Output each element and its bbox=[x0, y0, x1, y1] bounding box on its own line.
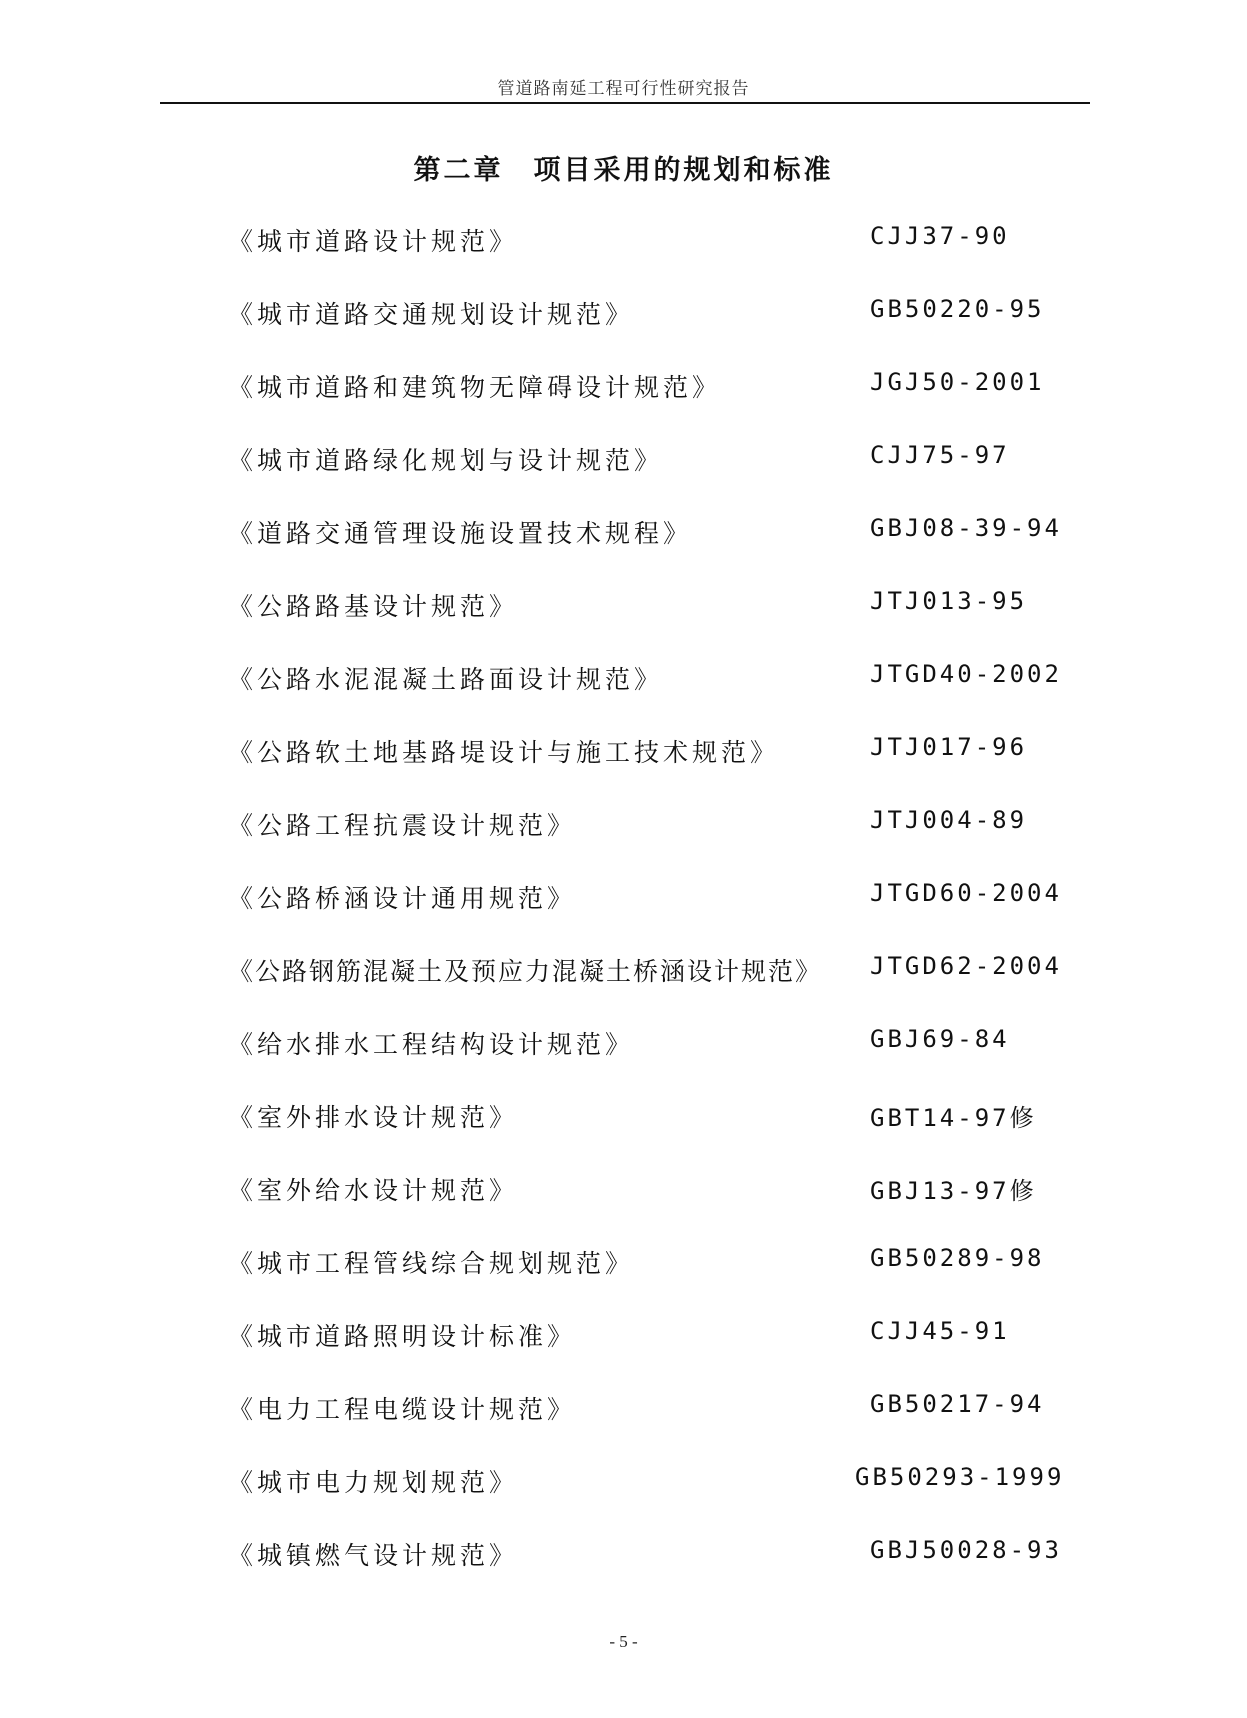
standard-code: JGJ50-2001 bbox=[870, 368, 1045, 396]
standard-row bbox=[228, 1171, 1048, 1211]
standard-code: JTJ004-89 bbox=[870, 806, 1028, 834]
standard-row bbox=[228, 733, 1048, 773]
standard-row bbox=[228, 1463, 1065, 1503]
standard-code: JTJ017-96 bbox=[870, 733, 1028, 761]
standard-code: JTGD40-2002 bbox=[870, 660, 1062, 688]
standard-row bbox=[228, 1536, 1062, 1576]
standard-code: JTGD60-2004 bbox=[870, 879, 1062, 907]
standard-row bbox=[228, 514, 1062, 554]
standard-name: 《城市工程管线综合规划规范》 bbox=[228, 1249, 635, 1278]
standard-code: JTGD62-2004 bbox=[870, 952, 1062, 980]
standard-code: GBJ50028-93 bbox=[870, 1536, 1062, 1564]
standard-name: 《公路钢筋混凝土及预应力混凝土桥涵设计规范》 bbox=[228, 957, 823, 986]
page-number: - 5 - bbox=[609, 1632, 638, 1651]
standard-code: JTJ013-95 bbox=[870, 587, 1028, 615]
standard-name: 《给水排水工程结构设计规范》 bbox=[228, 1030, 635, 1059]
standard-row bbox=[228, 441, 1048, 481]
standard-name: 《电力工程电缆设计规范》 bbox=[228, 1395, 577, 1424]
standard-name: 《室外排水设计规范》 bbox=[228, 1103, 519, 1132]
standard-code: GBJ69-84 bbox=[870, 1025, 1010, 1053]
standard-name: 《城市道路交通规划设计规范》 bbox=[228, 300, 635, 329]
standard-name: 《公路工程抗震设计规范》 bbox=[228, 811, 577, 840]
standard-row bbox=[228, 587, 1048, 627]
standard-code: GB50220-95 bbox=[870, 295, 1045, 323]
standard-code: CJJ75-97 bbox=[870, 441, 1010, 469]
standard-row bbox=[228, 660, 1062, 700]
standard-row bbox=[228, 1244, 1048, 1284]
standard-code: GB50217-94 bbox=[870, 1390, 1045, 1418]
standard-row bbox=[228, 1390, 1048, 1430]
standard-row bbox=[228, 222, 1048, 262]
standard-row bbox=[228, 1098, 1048, 1138]
standard-name: 《公路路基设计规范》 bbox=[228, 592, 519, 621]
standard-code: CJJ37-90 bbox=[870, 222, 1010, 250]
standard-row bbox=[228, 1025, 1048, 1065]
standard-row bbox=[228, 879, 1062, 919]
standard-row bbox=[228, 368, 1048, 408]
standard-row bbox=[228, 295, 1048, 335]
standard-name: 《城市道路照明设计标准》 bbox=[228, 1322, 577, 1351]
standard-code: CJJ45-91 bbox=[870, 1317, 1010, 1345]
standard-name: 《城市电力规划规范》 bbox=[228, 1468, 519, 1497]
standard-row bbox=[228, 952, 1062, 992]
standard-code: GBJ08-39-94 bbox=[870, 514, 1062, 542]
document-header-title: 管道路南延工程可行性研究报告 bbox=[497, 79, 750, 99]
standard-row bbox=[228, 806, 1048, 846]
standard-name: 《公路水泥混凝土路面设计规范》 bbox=[228, 665, 664, 694]
standard-name: 《公路软土地基路堤设计与施工技术规范》 bbox=[228, 738, 780, 767]
standard-code: GBT14-97修 bbox=[870, 1104, 1037, 1132]
standard-name: 《城镇燃气设计规范》 bbox=[228, 1541, 519, 1570]
chapter-number: 第二章 bbox=[413, 155, 504, 186]
chapter-title-text: 项目采用的规划和标准 bbox=[533, 155, 834, 186]
standard-name: 《城市道路和建筑物无障碍设计规范》 bbox=[228, 373, 722, 402]
standard-code: GBJ13-97修 bbox=[870, 1177, 1037, 1205]
standard-name: 《室外给水设计规范》 bbox=[228, 1176, 519, 1205]
standard-name: 《城市道路设计规范》 bbox=[228, 227, 519, 256]
standard-name: 《道路交通管理设施设置技术规程》 bbox=[228, 519, 693, 548]
standard-name: 《公路桥涵设计通用规范》 bbox=[228, 884, 577, 913]
standard-code: GB50293-1999 bbox=[855, 1463, 1065, 1491]
standard-code: GB50289-98 bbox=[870, 1244, 1045, 1272]
standard-name: 《城市道路绿化规划与设计规范》 bbox=[228, 446, 664, 475]
standard-row bbox=[228, 1317, 1048, 1357]
